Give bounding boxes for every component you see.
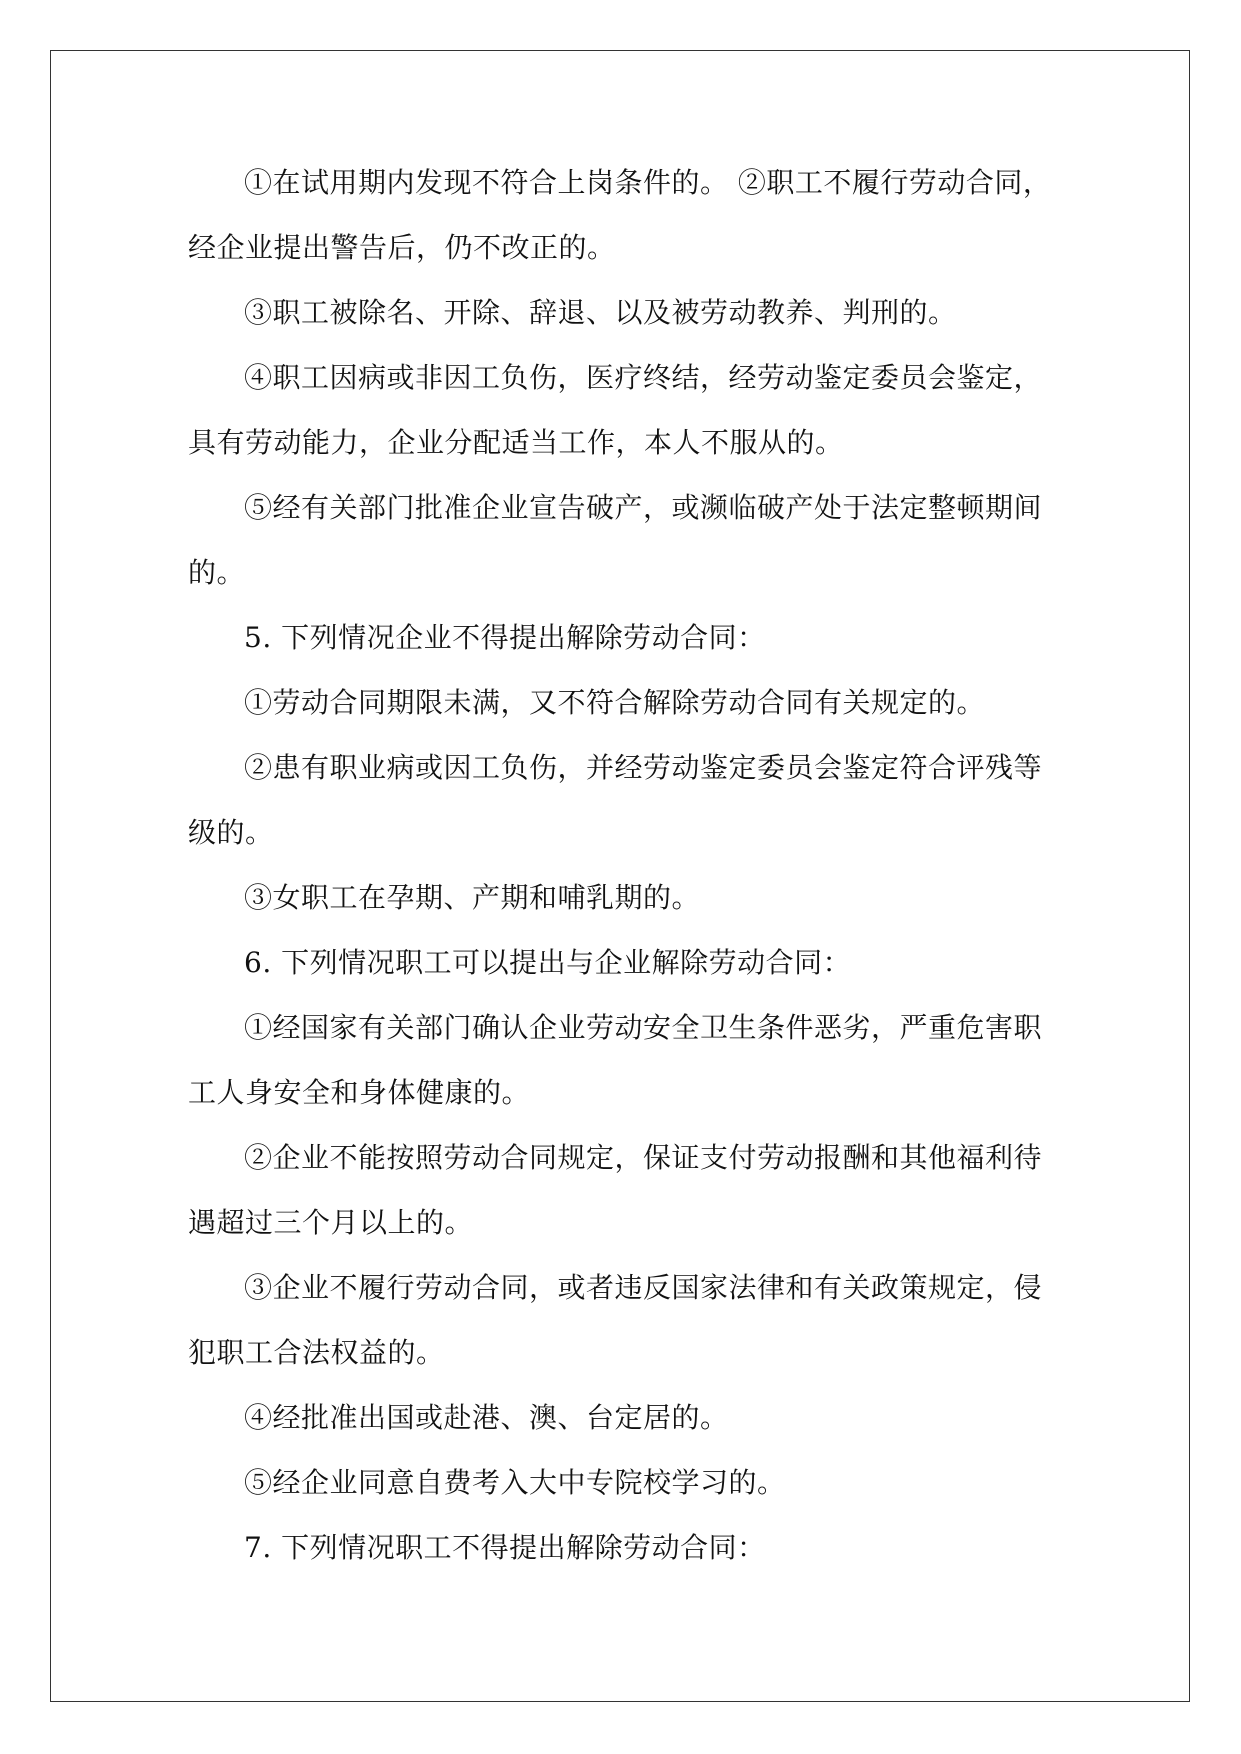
paragraph-employee-emigration: ④经批准出国或赴港、澳、台定居的。: [244, 1401, 729, 1434]
paragraph-no-termination-pregnancy: ③女职工在孕期、产期和哺乳期的。: [244, 881, 701, 914]
section-heading-7: 7. 下列情况职工不得提出解除劳动合同：: [244, 1531, 766, 1564]
paragraph-employee-rights: ③企业不履行劳动合同，或者违反国家法律和有关政策规定，侵犯职工合法权益的。: [188, 1271, 1043, 1369]
paragraph-employee-safety: ①经国家有关部门确认企业劳动安全卫生条件恶劣，严重危害职工人身安全和身体健康的。: [188, 1011, 1043, 1109]
paragraph-employee-wages: ②企业不能按照劳动合同规定，保证支付劳动报酬和其他福利待遇超过三个月以上的。: [188, 1141, 1043, 1239]
paragraph-dismissal-illness: ④职工因病或非因工负伤，医疗终结，经劳动鉴定委员会鉴定，具有劳动能力，企业分配适当工作，本人不服从的。: [188, 361, 1043, 459]
paragraph-no-termination-term: ①劳动合同期限未满，又不符合解除劳动合同有关规定的。: [244, 686, 986, 719]
section-heading-5: 5. 下列情况企业不得提出解除劳动合同：: [244, 621, 766, 654]
section-heading-6: 6. 下列情况职工可以提出与企业解除劳动合同：: [244, 946, 852, 979]
document-body: [188, 150, 1058, 1580]
paragraph-dismissal-probation: ①在试用期内发现不符合上岗条件的。 ②职工不履行劳动合同，经企业提出警告后，仍不改正的。: [188, 166, 1052, 264]
paragraph-no-termination-injury: ②患有职业病或因工负伤，并经劳动鉴定委员会鉴定符合评残等级的。: [188, 751, 1043, 849]
paragraph-dismissal-expelled: ③职工被除名、开除、辞退、以及被劳动教养、判刑的。: [244, 296, 957, 329]
paragraph-dismissal-bankruptcy: ⑤经有关部门批准企业宣告破产，或濒临破产处于法定整顿期间的。: [188, 491, 1043, 589]
paragraph-employee-study: ⑤经企业同意自费考入大中专院校学习的。: [244, 1466, 786, 1499]
